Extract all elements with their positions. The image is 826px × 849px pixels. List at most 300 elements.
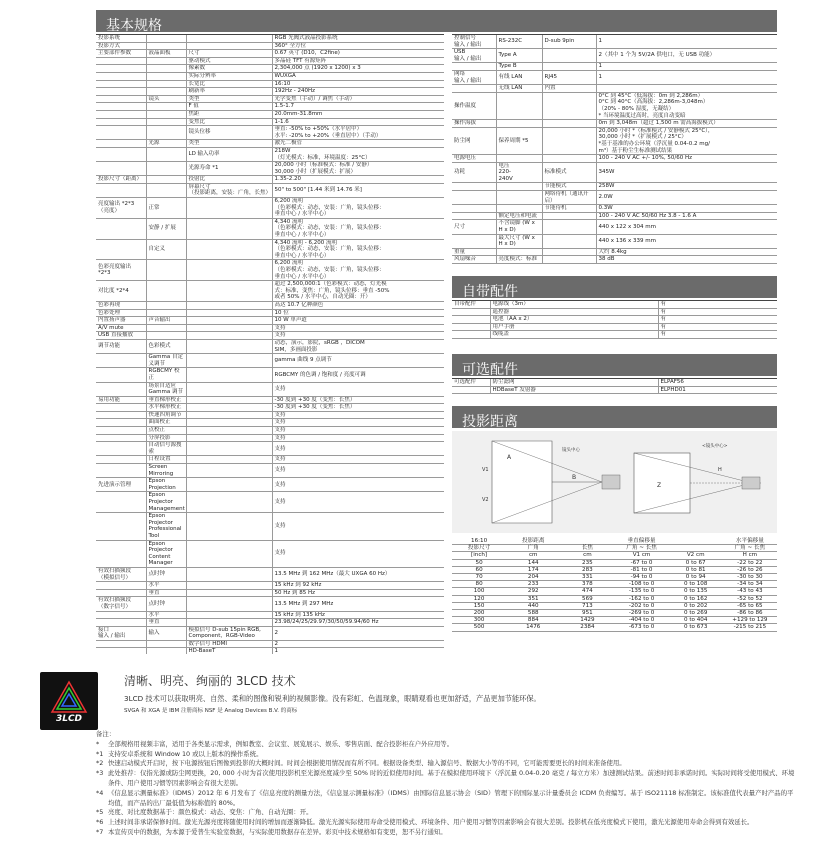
throw-cell: 951	[560, 610, 614, 617]
spec-cell	[542, 256, 596, 264]
spec-cell: 正常	[146, 198, 186, 219]
spec-row	[96, 301, 444, 309]
spec-cell: 尺寸	[186, 50, 272, 58]
spec-cell	[96, 72, 146, 80]
spec-row	[96, 478, 444, 492]
spec-cell	[96, 354, 146, 368]
spec-cell: 1	[272, 648, 444, 654]
spec-row	[96, 626, 444, 640]
spec-cell: 曲面校正	[146, 419, 186, 427]
spec-cell	[96, 95, 146, 103]
spec-cell	[186, 456, 272, 464]
spec-cell: 色彩处理	[96, 309, 146, 317]
spec-cell	[452, 234, 496, 248]
spec-cell: 支持	[272, 324, 444, 332]
note-text: 全部规格用视频丰富，适用于各类显示需求，例如教室、会议室、展览展示、娱乐、零售店面、配合投影柜在户外应用等。	[108, 739, 454, 748]
spec-cell	[146, 260, 186, 281]
spec-cell: 支持	[272, 456, 444, 464]
spec-row	[96, 281, 444, 302]
spec-cell: 自动信号源搜索	[146, 442, 186, 456]
spec-cell: 38 dB	[596, 256, 777, 264]
throw-header-cell	[560, 538, 614, 545]
spec-cell: 操作海拔	[452, 120, 496, 128]
label-b: B	[572, 474, 577, 481]
group-cell	[452, 308, 490, 316]
throw-cell: -94 to 0	[614, 574, 668, 581]
list-cell: ELPAF56	[658, 379, 777, 386]
throw-header-cell: H cm	[723, 552, 777, 559]
spec-row	[96, 110, 444, 118]
spec-cell: 6,200 流明 （色彩模式：动态，安装：广角，镜头位移： 垂直中心 / 水平中心）	[272, 198, 444, 219]
spec-cell: 光源寿命 *1	[186, 162, 272, 176]
spec-cell: gamma 曲线 9 点调节	[272, 354, 444, 368]
spec-cell	[186, 582, 272, 590]
spec-cell: 光学变焦（手动）/ 调焦（手动）	[272, 95, 444, 103]
spec-row	[96, 260, 444, 281]
screen-front-view	[634, 453, 690, 513]
spec-cell: 0.3W	[596, 205, 777, 213]
accessories-table	[452, 300, 777, 344]
spec-cell: 1	[596, 35, 777, 49]
optional-table	[452, 378, 777, 396]
spec-cell: 垂直梯形校正	[146, 396, 186, 404]
spec-cell: 258W	[596, 183, 777, 191]
right-spec-table	[452, 34, 777, 264]
throw-row	[452, 617, 777, 624]
list-row	[452, 386, 777, 394]
spec-cell	[146, 42, 186, 50]
throw-cell: 50	[452, 559, 506, 566]
throw-cell: -673 to 0	[614, 624, 668, 631]
spec-cell: 15 kHz 到 92 kHz	[272, 582, 444, 590]
spec-cell: 支持	[272, 513, 444, 540]
spec-cell	[186, 567, 272, 581]
spec-row	[452, 92, 777, 119]
spec-cell: 输入	[146, 626, 186, 640]
spec-cell	[146, 332, 186, 340]
spec-cell: 焦距	[186, 110, 272, 118]
throw-cell: 588	[506, 610, 560, 617]
spec-cell: 保养周期 *5	[496, 127, 542, 154]
spec-cell: 投射比	[186, 176, 272, 184]
spec-cell: 支持	[272, 540, 444, 567]
left-spec-table	[96, 34, 444, 654]
spec-cell: 218W （灯光模式：标准，环境温度：25°C）	[272, 147, 444, 161]
list-cell: 有	[658, 308, 777, 316]
spec-cell: RS-232C	[496, 35, 542, 49]
spec-row	[452, 264, 777, 265]
spec-cell	[186, 611, 272, 619]
spec-cell	[96, 427, 146, 435]
spec-cell: 水平	[146, 582, 186, 590]
spec-cell	[186, 540, 272, 567]
throw-header-row	[452, 552, 777, 559]
spec-cell: 功耗	[452, 162, 496, 183]
spec-cell	[96, 456, 146, 464]
spec-cell: 日程设置	[146, 456, 186, 464]
spec-cell	[186, 354, 272, 368]
spec-cell	[96, 434, 146, 442]
throw-cell: -108 to 0	[614, 581, 668, 588]
spec-cell: 快速四角调节	[146, 411, 186, 419]
spec-cell	[496, 248, 542, 256]
spec-cell	[146, 324, 186, 332]
spec-cell: LD 输入功率	[186, 147, 272, 161]
throw-header-cell: 广角 ~ 长焦	[723, 545, 777, 552]
spec-cell: 4,340 流明 （色彩模式：动态，安装：广角，镜头位移： 垂直中心 / 水平中心）	[272, 218, 444, 239]
spec-row	[452, 162, 777, 183]
spec-cell: 数字信号 HDMI	[186, 640, 272, 648]
spec-cell: 像素数	[186, 65, 272, 73]
spec-row	[96, 640, 444, 648]
spec-cell: 自定义	[146, 239, 186, 260]
spec-cell	[496, 183, 542, 191]
spec-cell: Screen Mirroring	[146, 464, 186, 478]
spec-cell: 440 x 122 x 304 mm	[596, 220, 777, 234]
spec-cell	[96, 126, 146, 140]
spec-cell: 1.35-2.20	[272, 176, 444, 184]
spec-cell	[96, 648, 146, 654]
spec-cell: 点时钟	[146, 567, 186, 581]
spec-cell	[96, 492, 146, 513]
throw-header-cell	[669, 538, 723, 545]
note-text: 上述时间非承诺保修时间。激光光源亮度将随使用时间的增加而逐渐降低。激光光源实际使用寿命受使用模式、环境条件、用户使用习惯等因素影响会有很大差别。投影机在低亮度模式下使用，激光光源使用寿命会得到有效延长。	[108, 818, 754, 827]
spec-cell: 安静 / 扩展	[146, 218, 186, 239]
spec-row	[96, 239, 444, 260]
section-header-throw: 投影距离	[452, 406, 777, 428]
list-cell: 有	[658, 331, 777, 339]
spec-cell	[96, 140, 146, 148]
throw-row	[452, 624, 777, 631]
spec-cell: 100 - 240 V AC 50/60 Hz 3.8 - 1.6 A	[596, 212, 777, 220]
spec-cell	[542, 234, 596, 248]
group-cell	[452, 331, 490, 339]
spec-cell	[146, 162, 186, 176]
spec-cell	[186, 317, 272, 325]
throw-cell: 200	[452, 610, 506, 617]
spec-row	[96, 118, 444, 126]
spec-cell: 投影系统	[96, 35, 146, 42]
spec-cell: RGBCMY 的色调 / 饱和度 / 亮度可调	[272, 368, 444, 382]
spec-cell	[186, 589, 272, 597]
spec-cell	[186, 368, 272, 382]
3lcd-prism-icon	[50, 680, 88, 714]
throw-row	[452, 581, 777, 588]
trademark-note: SVGA 和 XGA 是 IBM 注册商标 NSF 是 Analog Devices B.V. 的商标	[124, 708, 298, 714]
throw-row	[452, 588, 777, 595]
spec-cell: Type B	[496, 63, 542, 71]
spec-cell: 多晶硅 TFT 有源矩阵	[272, 57, 444, 65]
throw-row	[452, 566, 777, 573]
throw-cell: 1429	[560, 617, 614, 624]
throw-header-cell: 垂直偏移量	[614, 538, 668, 545]
spec-cell: 0m 到 3,048m（超过 1,500 m 需高海拔模式）	[596, 120, 777, 128]
spec-cell: 投影方式	[96, 42, 146, 50]
throw-header-cell: [inch]	[452, 552, 506, 559]
throw-row	[452, 559, 777, 566]
spec-cell	[96, 419, 146, 427]
spec-cell: 10 W 单声道	[272, 317, 444, 325]
note-item	[96, 740, 796, 750]
spec-row	[96, 619, 444, 627]
spec-cell: 6,200 流明 （色彩模式：动态，安装：广角，镜头位移： 垂直中心 / 水平中心）	[272, 260, 444, 281]
throw-cell: -65 to 65	[723, 602, 777, 609]
note-text: 快速启动模式开启时，按下电源按钮后图像到投影的大概时间。时间会根据使用情况而有所不同。根据设备类型、输入源信号、数据大小等的不同，它可能需要更长的时间来准备使用。	[108, 759, 626, 768]
spec-cell: 2	[272, 626, 444, 640]
spec-row	[96, 513, 444, 540]
spec-row	[96, 140, 444, 148]
note-text: 亮度、对比度数据基于：颜色模式：动态、变焦：广角、自动光圈：开。	[108, 808, 313, 817]
label-v2: V2	[482, 497, 489, 503]
spec-cell	[496, 120, 542, 128]
spec-cell	[186, 309, 272, 317]
spec-cell	[96, 88, 146, 96]
throw-cell: 0 to 673	[669, 624, 723, 631]
list-row	[452, 379, 777, 386]
list-cell: 有	[658, 301, 777, 308]
throw-header-cell: 长焦	[560, 545, 614, 552]
spec-cell: 无线 LAN	[496, 85, 542, 93]
spec-cell: -30 度到 +30 度（变焦：长焦）	[272, 396, 444, 404]
spec-row	[96, 419, 444, 427]
throw-cell: -81 to 0	[614, 566, 668, 573]
spec-cell	[96, 619, 146, 627]
spec-row	[96, 382, 444, 396]
throw-header-cell: cm	[560, 552, 614, 559]
note-item	[96, 789, 796, 809]
spec-cell	[96, 442, 146, 456]
3lcd-logo	[40, 672, 98, 730]
throw-cell: 0 to 67	[669, 559, 723, 566]
spec-cell	[96, 218, 146, 239]
spec-cell: 网络 输入 / 输出	[452, 70, 496, 84]
spec-cell	[496, 191, 542, 205]
spec-cell: 支持	[272, 464, 444, 478]
spec-cell	[146, 35, 186, 42]
spec-cell: RJ45	[542, 70, 596, 84]
throw-cell: -43 to 43	[723, 588, 777, 595]
group-cell	[452, 386, 490, 394]
spec-cell: 点校正	[146, 427, 186, 435]
spec-cell	[542, 220, 596, 234]
spec-cell: 高达 10.7 亿种颜色	[272, 301, 444, 309]
spec-row	[96, 339, 444, 353]
spec-cell	[146, 80, 186, 88]
throw-cell: -269 to 0	[614, 610, 668, 617]
spec-row	[452, 35, 777, 49]
spec-cell	[146, 640, 186, 648]
throw-cell: +129 to 129	[723, 617, 777, 624]
throw-row	[452, 610, 777, 617]
label-z: Z	[657, 482, 662, 489]
spec-row	[452, 220, 777, 234]
spec-cell	[146, 72, 186, 80]
spec-cell: 防尘网	[452, 127, 496, 154]
spec-row	[96, 582, 444, 590]
spec-cell: 色彩亮度输出 *2*3	[96, 260, 146, 281]
spec-row	[96, 332, 444, 340]
spec-cell	[542, 63, 596, 71]
list-cell: 线缆盖	[490, 331, 658, 339]
notes-title: 备注：	[96, 730, 116, 738]
throw-cell: 1476	[506, 624, 560, 631]
spec-cell: 先进演示管理	[96, 478, 146, 492]
spec-cell	[146, 103, 186, 111]
spec-cell: 20,000 小时（标准模式：标准 / 安静） 30,000 小时（扩展模式：扩展）	[272, 162, 444, 176]
spec-row	[452, 70, 777, 84]
spec-cell: 支持	[272, 434, 444, 442]
spec-cell	[186, 332, 272, 340]
spec-cell	[186, 218, 272, 239]
spec-row	[96, 103, 444, 111]
spec-cell: Epson Projector Content Manager	[146, 540, 186, 567]
spec-cell: 0.67 英寸 (D10，C2fine)	[272, 50, 444, 58]
note-item	[96, 750, 796, 760]
spec-cell: 网络待机（通讯开启）	[542, 191, 596, 205]
throw-cell: -135 to 0	[614, 588, 668, 595]
list-cell: HDBaseT 发射器	[490, 386, 658, 394]
spec-row	[96, 354, 444, 368]
spec-cell: 10 位	[272, 309, 444, 317]
spec-row	[96, 456, 444, 464]
spec-cell: RGB 光阀式液晶投影系统	[272, 35, 444, 42]
spec-cell	[452, 191, 496, 205]
throw-cell: 283	[560, 566, 614, 573]
spec-cell	[186, 396, 272, 404]
spec-cell	[146, 147, 186, 161]
list-cell: 用户手册	[490, 323, 658, 331]
spec-cell: 有效扫描频段 （数字信号）	[96, 597, 146, 611]
spec-row	[452, 183, 777, 191]
spec-cell: 变焦比	[186, 118, 272, 126]
spec-cell	[96, 464, 146, 478]
spec-cell	[186, 464, 272, 478]
throw-cell: -162 to 0	[614, 595, 668, 602]
note-text: 《信息显示测量标准》（IDMS）2012 年 6 月发布了《信息亮度的测量方法，《信息显示测量标准》（IDMS）由国际信息显示协会（SID）管理下的国际显示计量委员会 ICDM 负责编写。基于 ISO21118 标准制定。该标准值代表量产时产品的平均值，而产品的出厂最低值为标称值的 80%。	[108, 788, 794, 807]
list-cell: 有	[658, 323, 777, 331]
throw-header-cell: V2 cm	[669, 552, 723, 559]
spec-cell	[496, 205, 542, 213]
spec-row	[96, 198, 444, 219]
spec-cell: 动态，演示，影院，sRGB ，DICOM SIM，多画面投影	[272, 339, 444, 353]
throw-cell: -86 to 86	[723, 610, 777, 617]
spec-cell: 额定电压和电流	[496, 212, 542, 220]
spec-cell	[96, 110, 146, 118]
spec-cell	[186, 619, 272, 627]
tech-description: 3LCD 技术可以获取明亮、自然、柔和的图像和锐利的视频影像。没有彩虹、色温现象，眼睛观看也更加舒适，产品更加节能环保。	[124, 694, 541, 703]
spec-row	[96, 427, 444, 435]
throw-cell: -404 to 0	[614, 617, 668, 624]
spec-cell: Epson Projector Management	[146, 492, 186, 513]
spec-cell	[542, 264, 596, 265]
note-item	[96, 808, 796, 818]
spec-cell: 1-1.6	[272, 118, 444, 126]
spec-row	[452, 127, 777, 154]
group-cell	[452, 316, 490, 324]
throw-cell: 331	[560, 574, 614, 581]
spec-cell: Gamma 自定义调节	[146, 354, 186, 368]
spec-cell	[452, 63, 496, 71]
spec-cell: F 值	[186, 103, 272, 111]
throw-cell: 233	[506, 581, 560, 588]
spec-cell	[542, 127, 596, 154]
spec-row	[96, 442, 444, 456]
spec-cell	[96, 183, 146, 197]
note-mark: *1	[96, 749, 104, 758]
throw-cell: 474	[560, 588, 614, 595]
list-row	[452, 323, 777, 331]
spec-cell	[496, 155, 542, 163]
spec-cell: 支持	[272, 419, 444, 427]
spec-cell: 支持	[272, 427, 444, 435]
spec-row	[96, 80, 444, 88]
spec-cell	[186, 442, 272, 456]
spec-cell	[96, 582, 146, 590]
spec-cell: 调节功能	[96, 339, 146, 353]
spec-cell	[96, 147, 146, 161]
spec-cell: 支持	[272, 411, 444, 419]
throw-cell: 70	[452, 574, 506, 581]
spec-cell	[186, 427, 272, 435]
spec-cell	[96, 640, 146, 648]
spec-cell	[452, 85, 496, 93]
throw-header-cell: 广角	[506, 545, 560, 552]
spec-row	[96, 95, 444, 103]
spec-cell: 支持	[272, 478, 444, 492]
spec-cell: 50" to 500" [1.44 米到 14.76 米]	[272, 183, 444, 197]
spec-cell	[186, 434, 272, 442]
spec-row	[96, 411, 444, 419]
list-row	[452, 301, 777, 308]
note-mark: *2	[96, 759, 104, 768]
spec-cell	[146, 65, 186, 73]
spec-cell: 亮度模式：标准	[496, 256, 542, 264]
spec-cell	[186, 419, 272, 427]
throw-cell: -22 to 22	[723, 559, 777, 566]
spec-cell: 实际分辨率	[186, 72, 272, 80]
spec-cell	[186, 404, 272, 412]
spec-cell	[542, 92, 596, 119]
group-cell: 可选配件	[452, 379, 490, 386]
spec-row	[96, 589, 444, 597]
spec-cell: A/V mute	[96, 324, 146, 332]
list-cell: ELPHD01	[658, 386, 777, 394]
spec-cell	[186, 492, 272, 513]
spec-cell: 1	[596, 63, 777, 71]
throw-row	[452, 574, 777, 581]
spec-cell	[186, 42, 272, 50]
spec-row	[96, 88, 444, 96]
spec-cell	[496, 264, 542, 265]
spec-cell: 16:10	[272, 80, 444, 88]
spec-row	[452, 120, 777, 128]
spec-cell: D-sub 9pin	[542, 35, 596, 49]
spec-cell	[146, 88, 186, 96]
spec-cell: Type A	[496, 49, 542, 63]
spec-cell: 尺寸	[452, 220, 496, 234]
note-item	[96, 818, 796, 828]
spec-cell: 声音输出	[146, 317, 186, 325]
spec-cell: 20.0mm-31.8mm	[272, 110, 444, 118]
throw-header-row	[452, 545, 777, 552]
label-h: H	[718, 467, 722, 473]
spec-cell: 0°C 到 45°C（低海拔：0m 到 2,286m） 0°C 到 40°C（高海拔：2,286m-3,048m） （20% - 80% 湿度，无凝结） * 当环境温度过高时，亮度自动变暗	[596, 92, 777, 119]
spec-row	[96, 183, 444, 197]
label-v1: V1	[482, 467, 489, 473]
spec-row	[452, 85, 777, 93]
3lcd-logo-text: 3LCD	[55, 714, 83, 724]
spec-cell	[186, 478, 272, 492]
